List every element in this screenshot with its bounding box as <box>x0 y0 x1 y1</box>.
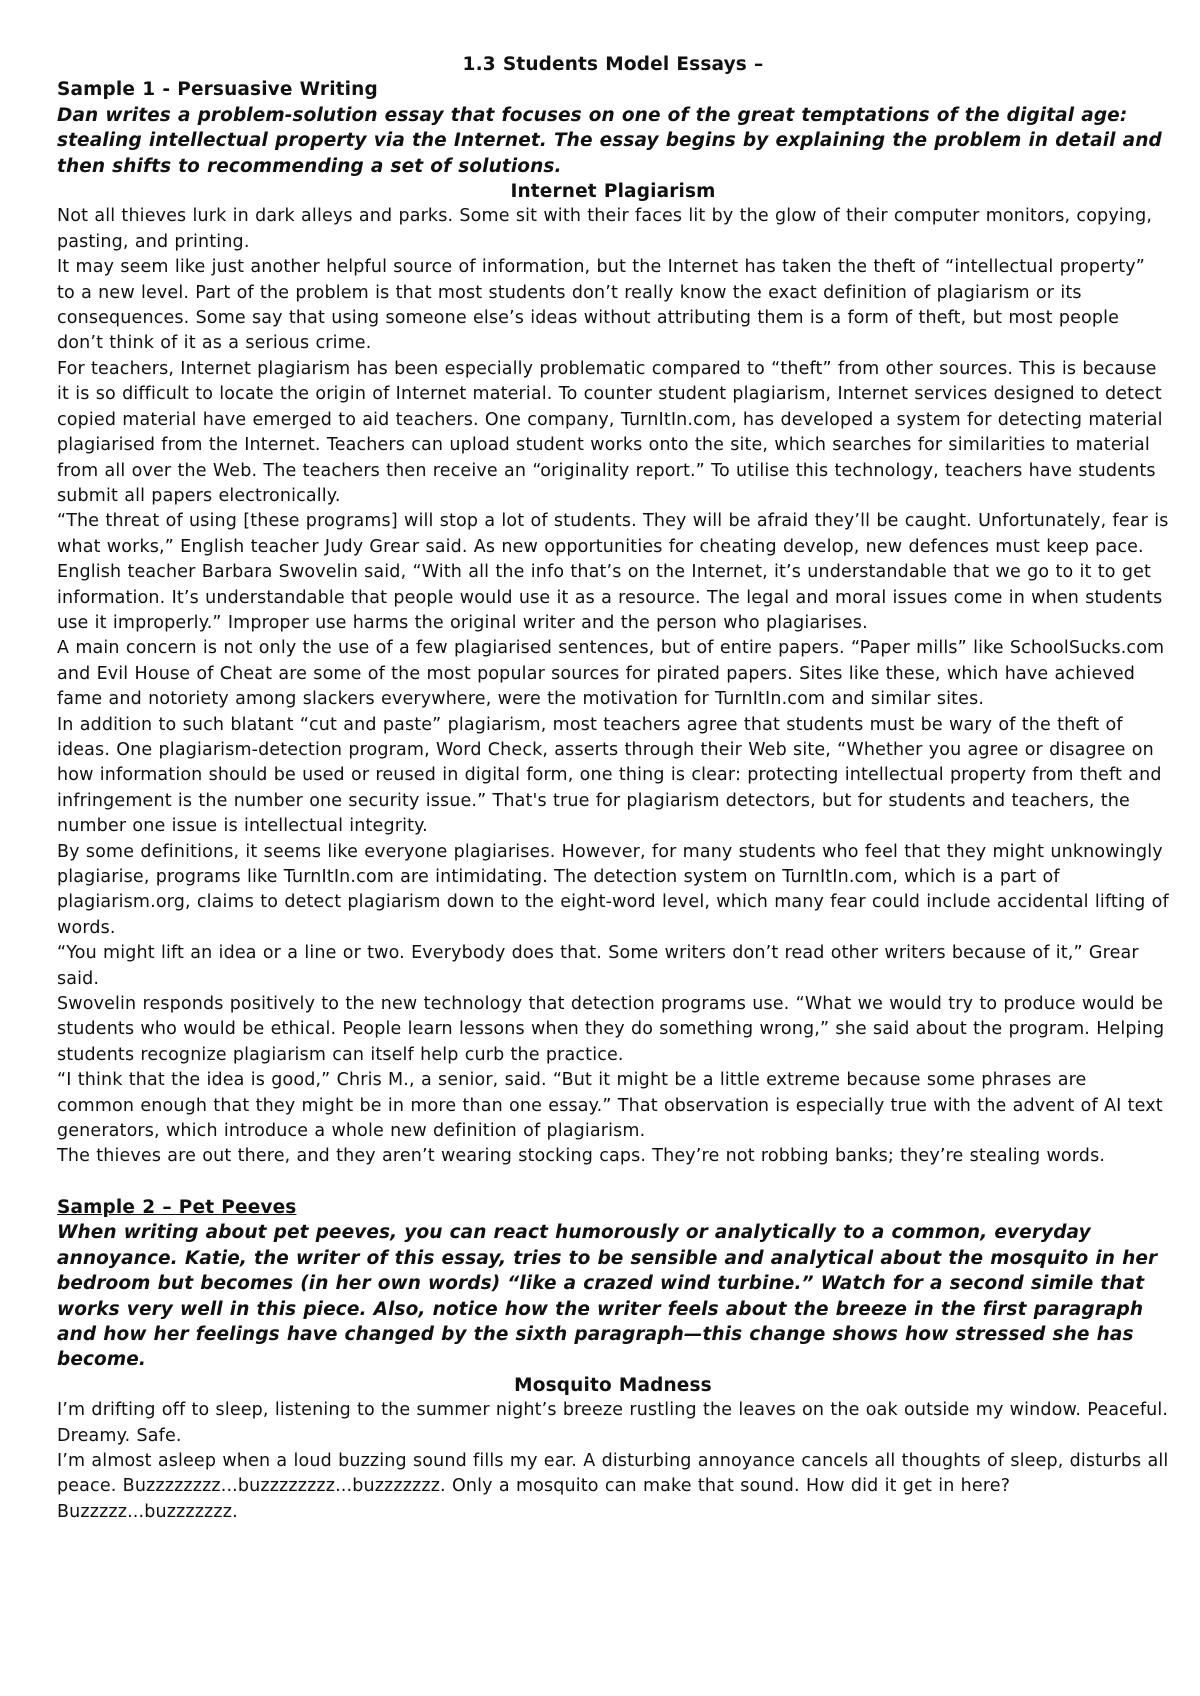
essay-1-paragraph-7: In addition to such blatant “cut and paste” plagiarism, most teachers agree that students must be wary of the theft of ideas. One plagiarism-detection program, Word Check, asserts through their Web site, “Whether you agree or disagree on how information should be used or reused in digital form, one thing is clear: protecting intellectual property from theft and infringement is the number one security issue.” That's true for plagiarism detectors, but for students and teachers, the number one issue is intellectual integrity. <box>57 714 1162 837</box>
essay-1-paragraph-5: English teacher Barbara Swovelin said, “With all the info that’s on the Internet, it’s understandable that we go to it to get information. It’s understandable that people would use it as a resource. The legal and moral issues come in when students use it improperly.” Improper use harms the original writer and the person who plagiarises. <box>57 562 1163 633</box>
essay-1-title: Internet Plagiarism <box>510 181 716 203</box>
essay-1-paragraph-4: “The threat of using [these programs] will stop a lot of students. They will be afraid they’ll be caught. Unfortunately, fear is what works,” English teacher Judy Grear said. As new opportunities for cheating develop, new defences must keep pace. <box>57 511 1169 557</box>
essay-1-paragraph-9: “You might lift an idea or a line or two. Everybody does that. Some writers don’t read other writers because of it,” Grear said. <box>57 943 1139 989</box>
sample-2-section <box>57 1195 1169 1525</box>
essay-1-paragraph-11: “I think that the idea is good,” Chris M., a senior, said. “But it might be a little extreme because some phrases are common enough that they might be in more than one essay.” That observation is especially true with the advent of AI text generators, which introduce a whole new definition of plagiarism. <box>57 1070 1163 1142</box>
essay-1-paragraph-10: Swovelin responds positively to the new technology that detection programs use. “What we would try to produce would be students who would be ethical. People learn lessons when they do something wrong,” she said about the program. Helping students recognize plagiarism can itself help curb the practice. <box>57 994 1165 1065</box>
sample-1-heading: Sample 1 - Persuasive Writing <box>57 79 378 101</box>
document-title: 1.3 Students Model Essays – <box>462 54 764 75</box>
essay-1-paragraph-3: For teachers, Internet plagiarism has been especially problematic compared to “theft” from other sources. This is because it is so difficult to locate the origin of Internet material. To counter student plagiarism, Internet services designed to detect copied material have emerged to aid teachers. One company, TurnItIn.com, has developed a system for detecting material plagiarised from the Internet. Teachers can upload student works onto the site, which searches for similarities to material from all over the Web. The teachers then receive an “originality report.” To utilise this technology, teachers have students submit all papers electronically. <box>57 358 1163 506</box>
sample-2-intro: When writing about pet peeves, you can react humorously or analytically to a common, everyday annoyance. Katie, the writer of this essay, tries to be sensible and analytical about the mosquito in her bedroom but becomes (in her own words) “like a crazed wind turbine.” Watch for a second simile that works very well in this piece. Also, notice how the writer feels about the breeze in the first paragraph and how her feelings have changed by the sixth paragraph—this change shows how stressed she has become. <box>57 1222 1158 1371</box>
essay-2-paragraph-1: I’m drifting off to sleep, listening to the summer night’s breeze rustling the leaves on the oak outside my window. Peaceful. Dreamy. Safe. <box>57 1400 1169 1446</box>
document-page <box>57 52 1169 1525</box>
essay-1-paragraph-8: By some definitions, it seems like everyone plagiarises. However, for many students who feel that they might unknowingly plagiarise, programs like TurnItIn.com are intimidating. The detection system on TurnItIn.com, which is a part of plagiarism.org, claims to detect plagiarism down to the eight-word level, which many fear could include accidental lifting of words. <box>57 841 1169 938</box>
sample-1-section <box>57 77 1169 1169</box>
sample-1-intro: Dan writes a problem-solution essay that focuses on one of the great temptations of the digital age: stealing intellectual property via the Internet. The essay begins by explaining the problem in detail and then shifts to recommending a set of solutions. <box>57 104 1162 177</box>
essay-1-paragraph-2: It may seem like just another helpful source of information, but the Internet has taken the theft of “intellectual property” to a new level. Part of the problem is that most students don’t really know the exact definition of plagiarism or its consequences. Some say that using someone else’s ideas without attributing them is a form of theft, but most people don’t think of it as a serious crime. <box>57 257 1145 354</box>
essay-1-paragraph-1: Not all thieves lurk in dark alleys and parks. Some sit with their faces lit by the glow of their computer monitors, copying, pasting, and printing. <box>57 206 1153 252</box>
section-spacer <box>57 1170 1169 1195</box>
essay-2-title: Mosquito Madness <box>514 1374 712 1396</box>
essay-2-paragraph-2: I’m almost asleep when a loud buzzing sound fills my ear. A disturbing annoyance cancels all thoughts of sleep, disturbs all peace. Buzzzzzzzz...buzzzzzzzz...buzzzzzzz. Only a mosquito can make that sound. How did it get in here? Buzzzzz...buzzzzzzz. <box>57 1450 1169 1522</box>
sample-2-heading: Sample 2 – Pet Peeves <box>57 1196 297 1218</box>
essay-1-paragraph-12: The thieves are out there, and they aren’t wearing stocking caps. They’re not robbing banks; they’re stealing words. <box>57 1146 1106 1167</box>
essay-1-paragraph-6: A main concern is not only the use of a few plagiarised sentences, but of entire papers. “Paper mills” like SchoolSucks.com and Evil House of Cheat are some of the most popular sources for pirated papers. Sites like these, which have achieved fame and notoriety among slackers everywhere, were the motivation for TurnItIn.com and similar sites. <box>57 638 1165 710</box>
